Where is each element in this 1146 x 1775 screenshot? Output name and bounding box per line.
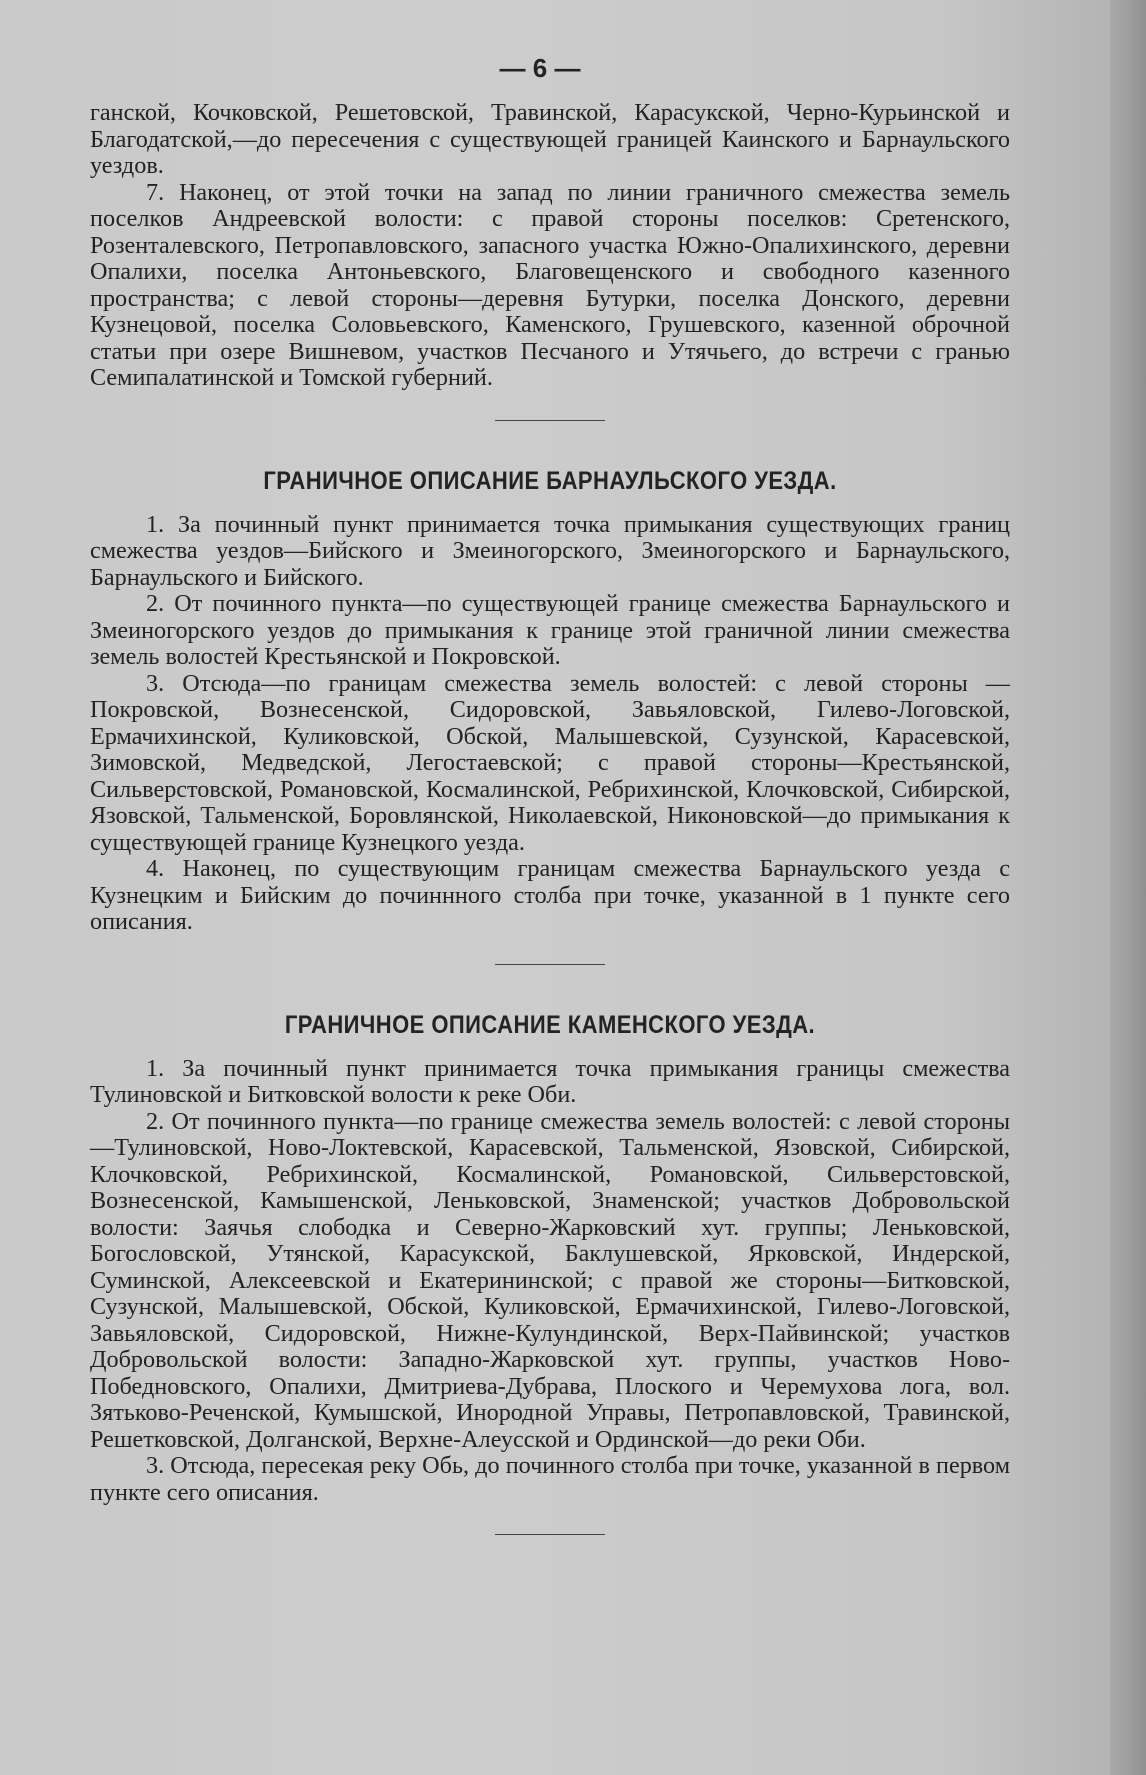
page-content	[90, 50, 1010, 1535]
point-7-paragraph: 7. Наконец, от этой точки на запад по линии граничного смежества земель поселков Андреевской волости: с правой стороны поселков: Сретенского, Розенталевского, Петропавловского, запасного участка Южно-Опалихинского, деревни Опалихи, поселка Антоньевского, Благовещенского и свободного казенного пространства; с левой стороны—деревня Бутурки, поселка Донского, деревни Кузнецовой, поселка Соловьевского, Каменского, Грушевского, казенной оброчной статьи при озере Вишневом, участков Песчаного и Утячьего, до встречи с гранью Семипалатинской и Томской губерний.	[90, 178, 1010, 391]
barnaul-paragraph-2: 2. От починного пункта—по существующей границе смежества Барнаульского и Змеиногорского уездов до примыкания к границе этой граничной линии смежества земель волостей Крестьянской и Покровской.	[90, 590, 1010, 670]
section-divider	[495, 964, 605, 965]
page-number: — 6 —	[499, 53, 581, 83]
barnaul-paragraph-1: 1. За починный пункт принимается точка примыкания существующих границ смежества уездов—Бийского и Змеиногорского, Змеиногорского и Барнаульского, Барнаульского и Бийского.	[90, 510, 1010, 591]
continuation-paragraph: ганской, Кочковской, Решетовской, Травинской, Карасукской, Черно-Курьинской и Благодатской,—до пересечения с существующей границей Каинского и Барнаульского уездов.	[90, 99, 1010, 179]
kamen-paragraph-3: 3. Отсюда, пересекая реку Обь, до починного столба при точке, указанной в первом пункте сего описания.	[90, 1452, 1010, 1506]
section-divider	[495, 420, 605, 421]
kamen-section-title: ГРАНИЧНОЕ ОПИСАНИЕ КАМЕНСКОГО УЕЗДА.	[284, 1010, 816, 1039]
page-edge-shadow	[1110, 0, 1146, 1775]
barnaul-paragraph-4: 4. Наконец, по существующим границам смежества Барнаульского уезда с Кузнецким и Бийским до починнного столба при точке, указанной в 1 пункте сего описания.	[90, 855, 1010, 935]
barnaul-paragraph-3: 3. Отсюда—по границам смежества земель волостей: с левой стороны — Покровской, Вознесенской, Сидоровской, Завьяловской, Гилево-Логовской, Ермачихинской, Куликовской, Обской, Малышевской, Сузунской, Карасевской, Зимовской, Медведской, Легостаевской; с правой стороны—Крестьянской, Сильверстовской, Романовской, Космалинской, Ребрихинской, Клочковской, Сибирской, Язовской, Тальменской, Боровлянской, Николаевской, Никоновской—до примыкания к существующей границе Кузнецкого уезда.	[90, 669, 1010, 856]
section-divider	[495, 1534, 605, 1535]
barnaul-section-title: ГРАНИЧНОЕ ОПИСАНИЕ БАРНАУЛЬСКОГО УЕЗДА.	[263, 466, 837, 495]
kamen-paragraph-2: 2. От починного пункта—по границе смежества земель волостей: с левой стороны—Тулиновской, Ново-Локтевской, Карасевской, Тальменской, Язовской, Сибирской, Клочковской, Ребрихинской, Космалинской, Романовской, Сильверстовской, Вознесенской, Камышенской, Леньковской, Знаменской; участков Добровольской волости: Заячья слободка и Северно-Жарковский хут. группы; Леньковской, Богословской, Утянской, Карасукской, Баклушевской, Ярковской, Индерской, Суминской, Алексеевской и Екатерининской; с правой же стороны—Битковской, Сузунской, Малышевской, Обской, Куликовской, Ермачихинской, Гилево-Логовской, Завьяловской, Сидоровской, Нижне-Кулундинской, Верх-Пайвинской; участков Добровольской волости: Западно-Жарковской хут. группы, участков Ново-Победновского, Опалихи, Дмитриева-Дубрава, Плоского и Черемухова лога, вол. Зятьково-Реченской, Кумышской, Инородной Управы, Петропавловской, Травинской, Решетковской, Долганской, Верхне-Алеусской и Ординской—до реки Оби.	[90, 1107, 1010, 1453]
kamen-paragraph-1: 1. За починный пункт принимается точка примыкания границы смежества Тулиновской и Битковской волости к реке Оби.	[90, 1054, 1010, 1108]
